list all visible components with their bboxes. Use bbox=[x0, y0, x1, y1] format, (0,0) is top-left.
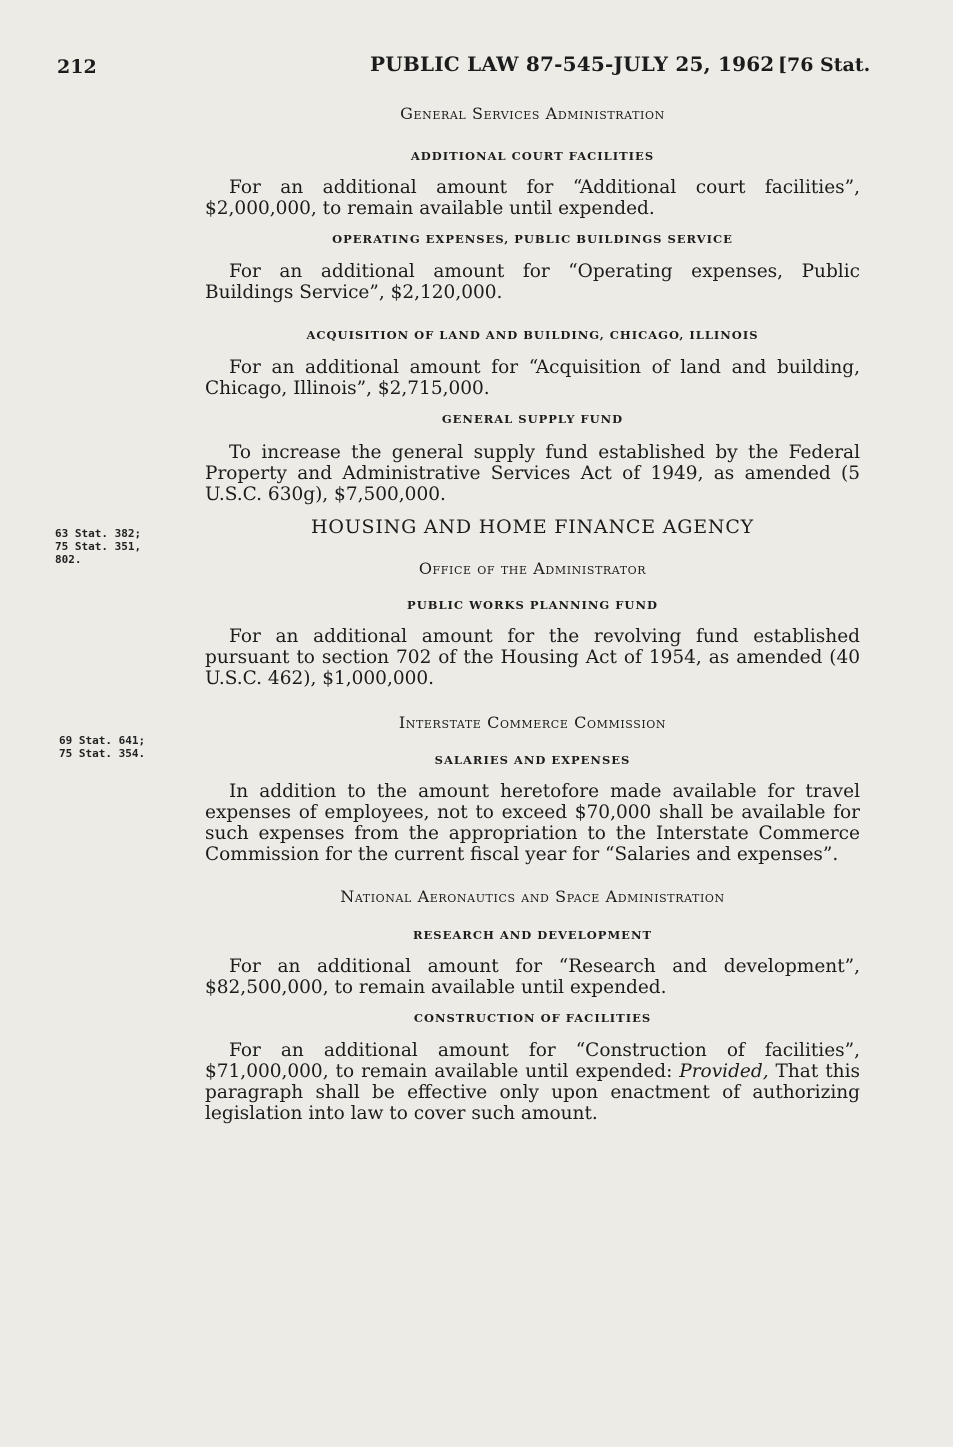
paragraph-research-development: For an additional amount for “Research and development”, $82,500,000, to remain available until expended. bbox=[205, 956, 860, 998]
page-number: 212 bbox=[57, 56, 97, 78]
margin-note-line: 69 Stat. 641; bbox=[59, 734, 146, 747]
subheading-acquisition: ACQUISITION OF LAND AND BUILDING, CHICAGO, ILLINOIS bbox=[306, 328, 759, 342]
page-header bbox=[0, 52, 953, 82]
construction-text-proviso: Provided, bbox=[679, 1061, 769, 1082]
subheading-operating-expenses: OPERATING EXPENSES, PUBLIC BUILDINGS SERVICE bbox=[332, 232, 733, 246]
margin-note-1 bbox=[55, 527, 141, 566]
agency-heading-nasa: National Aeronautics and Space Administration bbox=[340, 887, 725, 906]
office-heading: Office of the Administrator bbox=[418, 559, 647, 578]
paragraph-operating-expenses: For an additional amount for “Operating expenses, Public Buildings Service”, $2,120,000. bbox=[205, 261, 860, 303]
main-content bbox=[205, 100, 860, 1124]
statute-reference: [76 Stat. bbox=[778, 54, 871, 76]
paragraph-acquisition: For an additional amount for “Acquisition of land and building, Chicago, Illinois”, $2,715,000. bbox=[205, 357, 860, 399]
subheading-general-supply-fund: GENERAL SUPPLY FUND bbox=[441, 412, 624, 426]
paragraph-salaries-expenses: In addition to the amount heretofore made available for travel expenses of employees, not to exceed $70,000 shall be available for such expenses from the appropriation to the Interstate Commerce Commission for the current fiscal year for “Salaries and expenses”. bbox=[205, 781, 860, 865]
margin-note-2 bbox=[59, 734, 145, 760]
subheading-construction-facilities: CONSTRUCTION OF FACILITIES bbox=[413, 1011, 652, 1025]
subheading-public-works-planning: PUBLIC WORKS PLANNING FUND bbox=[407, 598, 658, 612]
margin-note-line: 75 Stat. 354. bbox=[59, 747, 146, 760]
subheading-court-facilities: ADDITIONAL COURT FACILITIES bbox=[410, 149, 655, 163]
agency-heading-icc: Interstate Commerce Commission bbox=[398, 713, 667, 732]
margin-note-line: 802. bbox=[55, 553, 82, 566]
subheading-research-development: RESEARCH AND DEVELOPMENT bbox=[412, 928, 653, 942]
paragraph-general-supply-fund: To increase the general supply fund established by the Federal Property and Administrative Services Act of 1949, as amended (5 U.S.C. 630g), $7,500,000. bbox=[205, 442, 860, 505]
margin-note-line: 75 Stat. 351, bbox=[55, 540, 142, 553]
paragraph-court-facilities: For an additional amount for “Additional court facilities”, $2,000,000, to remain available until expended. bbox=[205, 177, 860, 219]
agency-heading-hhfa: HOUSING AND HOME FINANCE AGENCY bbox=[310, 516, 755, 538]
subheading-salaries-expenses: SALARIES AND EXPENSES bbox=[434, 753, 631, 767]
agency-heading-gsa: General Services Administration bbox=[400, 104, 665, 123]
construction-text-end: That this paragraph shall be effective only upon enactment of authorizing legislation into law to cover such amount. bbox=[205, 1061, 860, 1124]
margin-note-line: 63 Stat. 382; bbox=[55, 527, 142, 540]
construction-text-start: For an additional amount for “Construction of facilities”, $71,000,000, to remain available until expended: bbox=[205, 1040, 860, 1082]
running-title: PUBLIC LAW 87-545-JULY 25, 1962 bbox=[370, 52, 775, 76]
paragraph-public-works-planning: For an additional amount for the revolving fund established pursuant to section 702 of the Housing Act of 1954, as amended (40 U.S.C. 462), $1,000,000. bbox=[205, 626, 860, 689]
paragraph-construction-facilities bbox=[205, 1040, 860, 1124]
